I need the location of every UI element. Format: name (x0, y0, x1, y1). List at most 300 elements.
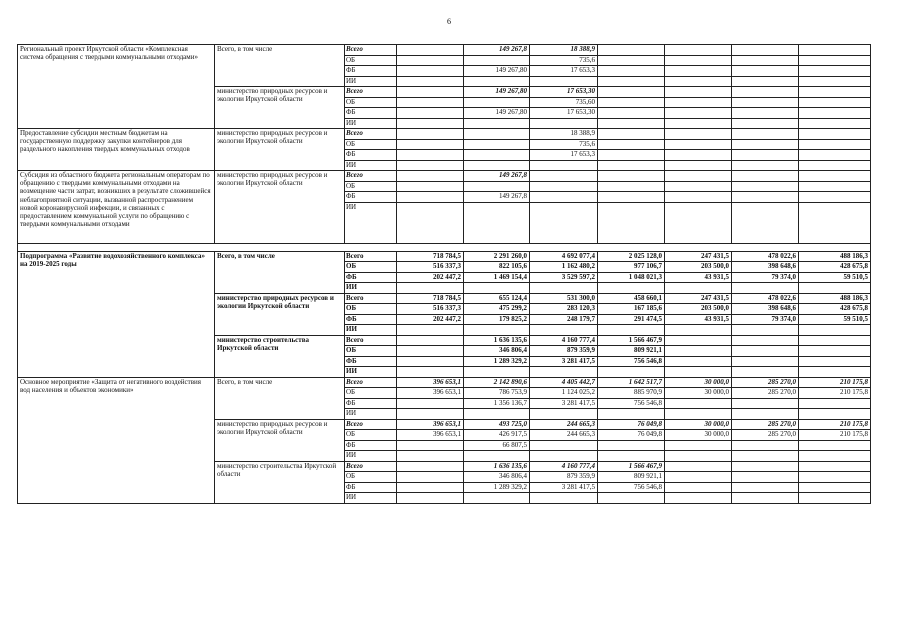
amount-cell (799, 493, 871, 504)
amount-cell (397, 160, 464, 171)
amount-cell (665, 283, 732, 294)
amount-cell (732, 108, 799, 119)
amount-cell: 4 160 777,4 (530, 461, 598, 472)
amount-cell (665, 367, 732, 378)
amount-cell (598, 97, 665, 108)
amount-cell: 202 447,2 (397, 314, 464, 325)
amount-cell: 786 753,9 (464, 388, 530, 399)
amount-cell (397, 482, 464, 493)
amount-cell (530, 171, 598, 182)
amount-cell: 346 806,4 (464, 472, 530, 483)
amount-cell: 398 648,6 (732, 262, 799, 273)
amount-cell (397, 202, 464, 243)
executor-cell: Всего, в том числе (215, 45, 345, 87)
funding-source-cell: ИИ (345, 202, 397, 243)
amount-cell (665, 97, 732, 108)
amount-cell: 4 160 777,4 (530, 335, 598, 346)
amount-cell: 428 675,8 (799, 262, 871, 273)
amount-cell (799, 118, 871, 129)
amount-cell: 756 546,8 (598, 482, 665, 493)
amount-cell (397, 451, 464, 462)
amount-cell: 17 653,30 (530, 87, 598, 98)
amount-cell (799, 346, 871, 357)
amount-cell (598, 440, 665, 451)
amount-cell: 426 917,5 (464, 430, 530, 441)
table-row (18, 171, 871, 182)
amount-cell (732, 181, 799, 192)
amount-cell (732, 192, 799, 203)
amount-cell (464, 283, 530, 294)
amount-cell (464, 118, 530, 129)
funding-source-cell: ИИ (345, 451, 397, 462)
funding-source-cell: ИИ (345, 493, 397, 504)
amount-cell: 149 267,8 (464, 45, 530, 56)
funding-source-cell: Всего (345, 293, 397, 304)
amount-cell: 478 022,6 (732, 293, 799, 304)
amount-cell (598, 202, 665, 243)
funding-source-cell: ОБ (345, 430, 397, 441)
amount-cell (397, 335, 464, 346)
amount-cell (598, 55, 665, 66)
amount-cell (397, 97, 464, 108)
amount-cell (665, 493, 732, 504)
amount-cell (598, 181, 665, 192)
amount-cell: 76 049,8 (598, 430, 665, 441)
amount-cell (530, 283, 598, 294)
amount-cell: 1 566 467,9 (598, 461, 665, 472)
amount-cell (397, 118, 464, 129)
amount-cell: 179 825,2 (464, 314, 530, 325)
amount-cell: 822 105,6 (464, 262, 530, 273)
amount-cell (397, 181, 464, 192)
amount-cell (799, 181, 871, 192)
amount-cell: 718 784,5 (397, 293, 464, 304)
amount-cell (732, 335, 799, 346)
amount-cell: 3 281 417,5 (530, 398, 598, 409)
amount-cell: 756 546,8 (598, 398, 665, 409)
amount-cell (397, 87, 464, 98)
amount-cell (665, 181, 732, 192)
amount-cell: 210 175,8 (799, 388, 871, 399)
funding-source-cell: ИИ (345, 409, 397, 420)
amount-cell: 475 299,2 (464, 304, 530, 315)
amount-cell (665, 45, 732, 56)
amount-cell: 210 175,8 (799, 377, 871, 388)
amount-cell: 285 270,0 (732, 419, 799, 430)
amount-cell (799, 129, 871, 140)
amount-cell: 428 675,8 (799, 304, 871, 315)
amount-cell (530, 440, 598, 451)
amount-cell (397, 108, 464, 119)
amount-cell: 3 529 597,2 (530, 272, 598, 283)
amount-cell (665, 202, 732, 243)
amount-cell (464, 129, 530, 140)
amount-cell (732, 129, 799, 140)
amount-cell: 203 500,0 (665, 304, 732, 315)
amount-cell: 396 653,1 (397, 419, 464, 430)
funding-source-cell: Всего (345, 461, 397, 472)
event-name-cell: Основное мероприятие «Защита от негативного воздействия вод населения и объектов экономики» (18, 377, 215, 503)
amount-cell (464, 76, 530, 87)
amount-cell: 291 474,5 (598, 314, 665, 325)
amount-cell (397, 440, 464, 451)
amount-cell: 2 142 890,6 (464, 377, 530, 388)
funding-source-cell: Всего (345, 419, 397, 430)
amount-cell (598, 283, 665, 294)
amount-cell (530, 202, 598, 243)
amount-cell (665, 87, 732, 98)
budget-table (17, 44, 871, 504)
amount-cell: 977 106,7 (598, 262, 665, 273)
amount-cell: 1 048 021,3 (598, 272, 665, 283)
amount-cell (598, 171, 665, 182)
amount-cell (598, 66, 665, 77)
amount-cell (665, 346, 732, 357)
amount-cell (397, 356, 464, 367)
amount-cell (732, 76, 799, 87)
amount-cell (665, 472, 732, 483)
table-row (18, 377, 871, 388)
amount-cell: 2 291 260,0 (464, 251, 530, 262)
amount-cell (397, 45, 464, 56)
amount-cell: 1 642 517,7 (598, 377, 665, 388)
amount-cell (397, 66, 464, 77)
amount-cell: 149 267,8 (464, 192, 530, 203)
funding-source-cell: ИИ (345, 160, 397, 171)
amount-cell: 458 660,1 (598, 293, 665, 304)
event-name-cell: Субсидия из областного бюджета региональным операторам по обращению с твердыми коммунальными отходами на возмещение части затрат, возникших в результате сложившейся неблагоприятной ситуации, вызванной распространением новой коронавирусной инфекции, и связанных с предоставлением коммунальной услуги по обращению с твердыми коммунальными отходами (18, 171, 215, 244)
amount-cell: 655 124,4 (464, 293, 530, 304)
amount-cell: 285 270,0 (732, 377, 799, 388)
funding-source-cell: ОБ (345, 262, 397, 273)
amount-cell (598, 451, 665, 462)
amount-cell (464, 160, 530, 171)
amount-cell: 735,6 (530, 139, 598, 150)
amount-cell (732, 493, 799, 504)
amount-cell (397, 76, 464, 87)
amount-cell (732, 202, 799, 243)
amount-cell: 396 653,1 (397, 377, 464, 388)
amount-cell: 1 289 329,2 (464, 482, 530, 493)
executor-cell: Всего, в том числе (215, 251, 345, 293)
amount-cell: 3 281 417,5 (530, 356, 598, 367)
amount-cell (665, 76, 732, 87)
amount-cell (732, 451, 799, 462)
amount-cell: 285 270,0 (732, 430, 799, 441)
amount-cell (799, 398, 871, 409)
funding-source-cell: ФБ (345, 398, 397, 409)
amount-cell (397, 139, 464, 150)
amount-cell (732, 45, 799, 56)
executor-cell: министерство природных ресурсов и экологии Иркутской области (215, 87, 345, 129)
amount-cell (799, 482, 871, 493)
amount-cell (799, 171, 871, 182)
amount-cell (464, 451, 530, 462)
amount-cell (665, 461, 732, 472)
amount-cell (732, 398, 799, 409)
amount-cell: 516 337,3 (397, 262, 464, 273)
amount-cell: 30 000,0 (665, 377, 732, 388)
amount-cell (665, 335, 732, 346)
amount-cell (464, 493, 530, 504)
amount-cell: 66 807,5 (464, 440, 530, 451)
funding-source-cell: ОБ (345, 346, 397, 357)
funding-source-cell: Всего (345, 377, 397, 388)
amount-cell (464, 325, 530, 336)
amount-cell (799, 139, 871, 150)
amount-cell (530, 76, 598, 87)
amount-cell (665, 356, 732, 367)
amount-cell (799, 283, 871, 294)
funding-source-cell: ИИ (345, 367, 397, 378)
amount-cell (665, 139, 732, 150)
amount-cell: 43 931,5 (665, 272, 732, 283)
amount-cell: 18 388,9 (530, 45, 598, 56)
amount-cell (530, 493, 598, 504)
amount-cell (799, 160, 871, 171)
amount-cell (799, 202, 871, 243)
amount-cell (799, 97, 871, 108)
amount-cell: 59 510,5 (799, 272, 871, 283)
amount-cell: 17 653,3 (530, 66, 598, 77)
amount-cell (732, 482, 799, 493)
funding-source-cell: Всего (345, 45, 397, 56)
amount-cell (732, 440, 799, 451)
amount-cell (598, 160, 665, 171)
amount-cell (665, 325, 732, 336)
amount-cell (598, 192, 665, 203)
funding-source-cell: ИИ (345, 283, 397, 294)
funding-source-cell: ФБ (345, 482, 397, 493)
amount-cell: 4 405 442,7 (530, 377, 598, 388)
amount-cell (397, 409, 464, 420)
amount-cell (665, 66, 732, 77)
amount-cell (665, 171, 732, 182)
amount-cell (397, 192, 464, 203)
executor-cell: министерство природных ресурсов и экологии Иркутской области (215, 293, 345, 335)
amount-cell: 244 665,3 (530, 430, 598, 441)
executor-cell: министерство строительства Иркутской области (215, 461, 345, 503)
funding-source-cell: Всего (345, 129, 397, 140)
amount-cell (598, 87, 665, 98)
amount-cell (530, 409, 598, 420)
amount-cell (397, 171, 464, 182)
amount-cell: 3 281 417,5 (530, 482, 598, 493)
amount-cell (799, 66, 871, 77)
amount-cell (397, 346, 464, 357)
amount-cell: 167 185,6 (598, 304, 665, 315)
amount-cell (799, 451, 871, 462)
amount-cell: 735,6 (530, 55, 598, 66)
funding-source-cell: ОБ (345, 181, 397, 192)
amount-cell (530, 325, 598, 336)
amount-cell (799, 192, 871, 203)
amount-cell (732, 150, 799, 161)
amount-cell (397, 325, 464, 336)
amount-cell (397, 55, 464, 66)
amount-cell (799, 461, 871, 472)
event-name-cell: Предоставление субсидии местным бюджетам на государственную поддержку закупки контейнеров для раздельного накопления твердых коммунальных отходов (18, 129, 215, 171)
amount-cell (799, 87, 871, 98)
amount-cell (665, 55, 732, 66)
table-row (18, 129, 871, 140)
amount-cell: 398 648,6 (732, 304, 799, 315)
amount-cell: 149 267,8 (464, 171, 530, 182)
executor-cell: министерство природных ресурсов и экологии Иркутской области (215, 419, 345, 461)
page-number: 6 (447, 17, 451, 26)
amount-cell: 17 653,3 (530, 150, 598, 161)
amount-cell: 283 120,3 (530, 304, 598, 315)
amount-cell: 346 806,4 (464, 346, 530, 357)
amount-cell (665, 129, 732, 140)
amount-cell (598, 493, 665, 504)
table-row (18, 251, 871, 262)
amount-cell (397, 283, 464, 294)
funding-source-cell: ОБ (345, 97, 397, 108)
amount-cell: 79 374,0 (732, 272, 799, 283)
amount-cell: 17 653,30 (530, 108, 598, 119)
amount-cell (732, 66, 799, 77)
amount-cell: 478 022,6 (732, 251, 799, 262)
amount-cell: 247 431,5 (665, 293, 732, 304)
amount-cell (530, 192, 598, 203)
amount-cell (799, 45, 871, 56)
amount-cell (464, 202, 530, 243)
amount-cell: 1 356 136,7 (464, 398, 530, 409)
amount-cell: 2 025 128,0 (598, 251, 665, 262)
amount-cell (598, 139, 665, 150)
funding-source-cell: ФБ (345, 440, 397, 451)
amount-cell (397, 150, 464, 161)
amount-cell (530, 118, 598, 129)
amount-cell: 244 665,3 (530, 419, 598, 430)
funding-source-cell: Всего (345, 251, 397, 262)
amount-cell (732, 171, 799, 182)
funding-source-cell: ОБ (345, 139, 397, 150)
amount-cell (598, 367, 665, 378)
amount-cell (732, 160, 799, 171)
amount-cell (530, 160, 598, 171)
amount-cell (665, 118, 732, 129)
amount-cell: 718 784,5 (397, 251, 464, 262)
amount-cell (397, 367, 464, 378)
amount-cell (397, 493, 464, 504)
amount-cell: 396 653,1 (397, 388, 464, 399)
funding-source-cell: ИИ (345, 325, 397, 336)
amount-cell (530, 181, 598, 192)
amount-cell (799, 335, 871, 346)
amount-cell (598, 325, 665, 336)
funding-source-cell: Всего (345, 335, 397, 346)
funding-source-cell: ФБ (345, 272, 397, 283)
amount-cell: 396 653,1 (397, 430, 464, 441)
amount-cell (732, 55, 799, 66)
amount-cell (799, 409, 871, 420)
amount-cell (799, 108, 871, 119)
amount-cell: 247 431,5 (665, 251, 732, 262)
amount-cell (799, 472, 871, 483)
amount-cell: 1 636 135,6 (464, 335, 530, 346)
amount-cell (598, 118, 665, 129)
amount-cell: 149 267,80 (464, 108, 530, 119)
funding-source-cell: ФБ (345, 108, 397, 119)
funding-source-cell: Всего (345, 171, 397, 182)
amount-cell (732, 472, 799, 483)
amount-cell (464, 139, 530, 150)
amount-cell (799, 440, 871, 451)
event-name-cell: Региональный проект Иркутской области «Комплексная система обращения с твердыми коммунальными отходами» (18, 45, 215, 129)
amount-cell (732, 325, 799, 336)
amount-cell: 4 692 077,4 (530, 251, 598, 262)
amount-cell (732, 356, 799, 367)
amount-cell: 1 636 135,6 (464, 461, 530, 472)
amount-cell: 488 186,3 (799, 293, 871, 304)
amount-cell (598, 108, 665, 119)
amount-cell: 30 000,0 (665, 430, 732, 441)
executor-cell: министерство природных ресурсов и экологии Иркутской области (215, 129, 345, 171)
amount-cell (732, 346, 799, 357)
amount-cell (397, 129, 464, 140)
amount-cell: 488 186,3 (799, 251, 871, 262)
amount-cell (799, 76, 871, 87)
spacer-cell (18, 243, 871, 251)
amount-cell (598, 45, 665, 56)
amount-cell (464, 367, 530, 378)
amount-cell (598, 409, 665, 420)
amount-cell: 59 510,5 (799, 314, 871, 325)
funding-source-cell: ИИ (345, 118, 397, 129)
amount-cell (665, 160, 732, 171)
amount-cell (665, 398, 732, 409)
amount-cell: 149 267,80 (464, 87, 530, 98)
budget-table-body (18, 45, 871, 504)
amount-cell: 76 049,8 (598, 419, 665, 430)
amount-cell (665, 409, 732, 420)
amount-cell: 285 270,0 (732, 388, 799, 399)
amount-cell (799, 150, 871, 161)
amount-cell (732, 87, 799, 98)
funding-source-cell: ФБ (345, 314, 397, 325)
amount-cell (799, 55, 871, 66)
executor-cell: Всего, в том числе (215, 377, 345, 419)
amount-cell: 79 374,0 (732, 314, 799, 325)
table-row (18, 45, 871, 56)
amount-cell (665, 150, 732, 161)
amount-cell: 531 300,0 (530, 293, 598, 304)
amount-cell (665, 108, 732, 119)
funding-source-cell: ФБ (345, 356, 397, 367)
amount-cell (598, 150, 665, 161)
funding-source-cell: ФБ (345, 150, 397, 161)
amount-cell (530, 367, 598, 378)
amount-cell: 879 359,9 (530, 472, 598, 483)
amount-cell (799, 367, 871, 378)
amount-cell (732, 139, 799, 150)
executor-cell: министерство строительства Иркутской области (215, 335, 345, 377)
amount-cell (799, 325, 871, 336)
amount-cell (665, 440, 732, 451)
funding-source-cell: ОБ (345, 55, 397, 66)
funding-source-cell: Всего (345, 87, 397, 98)
amount-cell (732, 367, 799, 378)
amount-cell: 43 931,5 (665, 314, 732, 325)
amount-cell (732, 97, 799, 108)
amount-cell (397, 472, 464, 483)
amount-cell: 516 337,3 (397, 304, 464, 315)
amount-cell: 1 162 480,2 (530, 262, 598, 273)
amount-cell (464, 150, 530, 161)
event-name-cell: Подпрограмма «Развитие водохозяйственного комплекса» на 2019-2025 годы (18, 251, 215, 377)
